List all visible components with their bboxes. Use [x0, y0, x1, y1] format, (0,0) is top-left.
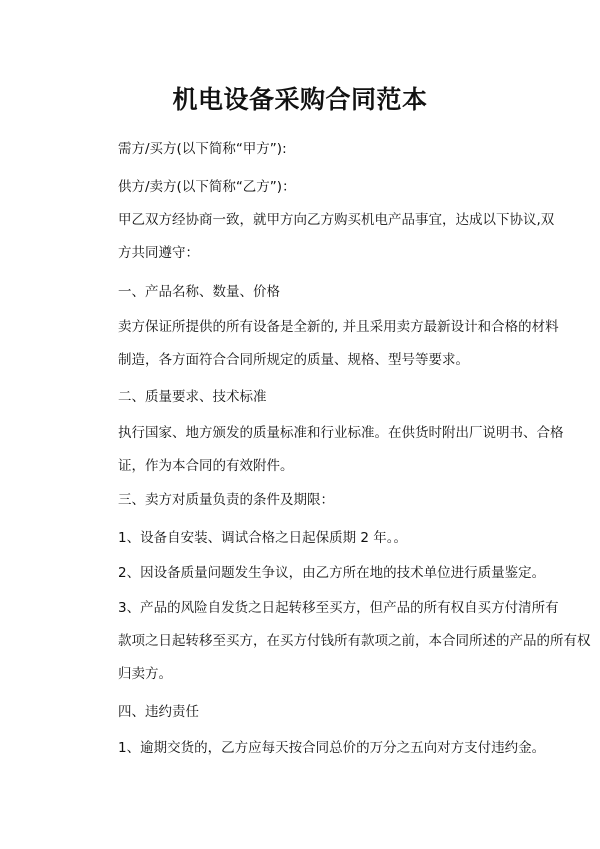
section-1-text-2: 制造，各方面符合合同所规定的质量、规格、型号等要求。 [118, 352, 469, 368]
section-1-text-1: 卖方保证所提供的所有设备是全新的, 并且采用卖方最新设计和合格的材料 [118, 319, 559, 335]
section-3-item-3-line-1: 3、产品的风险自发货之日起转移至买方，但产品的所有权自买方付清所有 [118, 600, 559, 616]
buyer-line: 需方/买方(以下简称“甲方”): [118, 141, 287, 157]
section-2-text-1: 执行国家、地方颁发的质量标准和行业标准。在供货时附出厂说明书、合格 [118, 425, 564, 441]
document-title: 机电设备采购合同范本 [172, 85, 428, 114]
preamble-line-1: 甲乙双方经协商一致，就甲方向乙方购买机电产品事宜，达成以下协议,双 [118, 212, 555, 228]
section-3-item-1: 1、设备自安装、调试合格之日起保质期 2 年。。 [118, 530, 408, 546]
section-3-heading: 三、卖方对质量负责的条件及期限： [118, 492, 334, 508]
seller-line: 供方/卖方(以下简称“乙方”)： [118, 179, 296, 195]
section-3-item-2: 2、因设备质量问题发生争议，由乙方所在地的技术单位进行质量鉴定。 [118, 565, 546, 581]
section-2-heading: 二、质量要求、技术标准 [118, 389, 267, 405]
section-1-heading: 一、产品名称、数量、价格 [118, 284, 280, 300]
section-4-item-1: 1、逾期交货的，乙方应每天按合同总价的万分之五向对方支付违约金。 [118, 740, 546, 756]
section-3-item-3-line-2: 款项之日起转移至买方，在买方付钱所有款项之前，本合同所述的产品的所有权 [118, 633, 591, 649]
section-2-text-2: 证，作为本合同的有效附件。 [118, 458, 294, 474]
section-3-item-3-line-3: 归卖方。 [118, 666, 172, 682]
preamble-line-2: 方共同遵守： [118, 245, 199, 261]
section-4-heading: 四、违约责任 [118, 704, 199, 720]
